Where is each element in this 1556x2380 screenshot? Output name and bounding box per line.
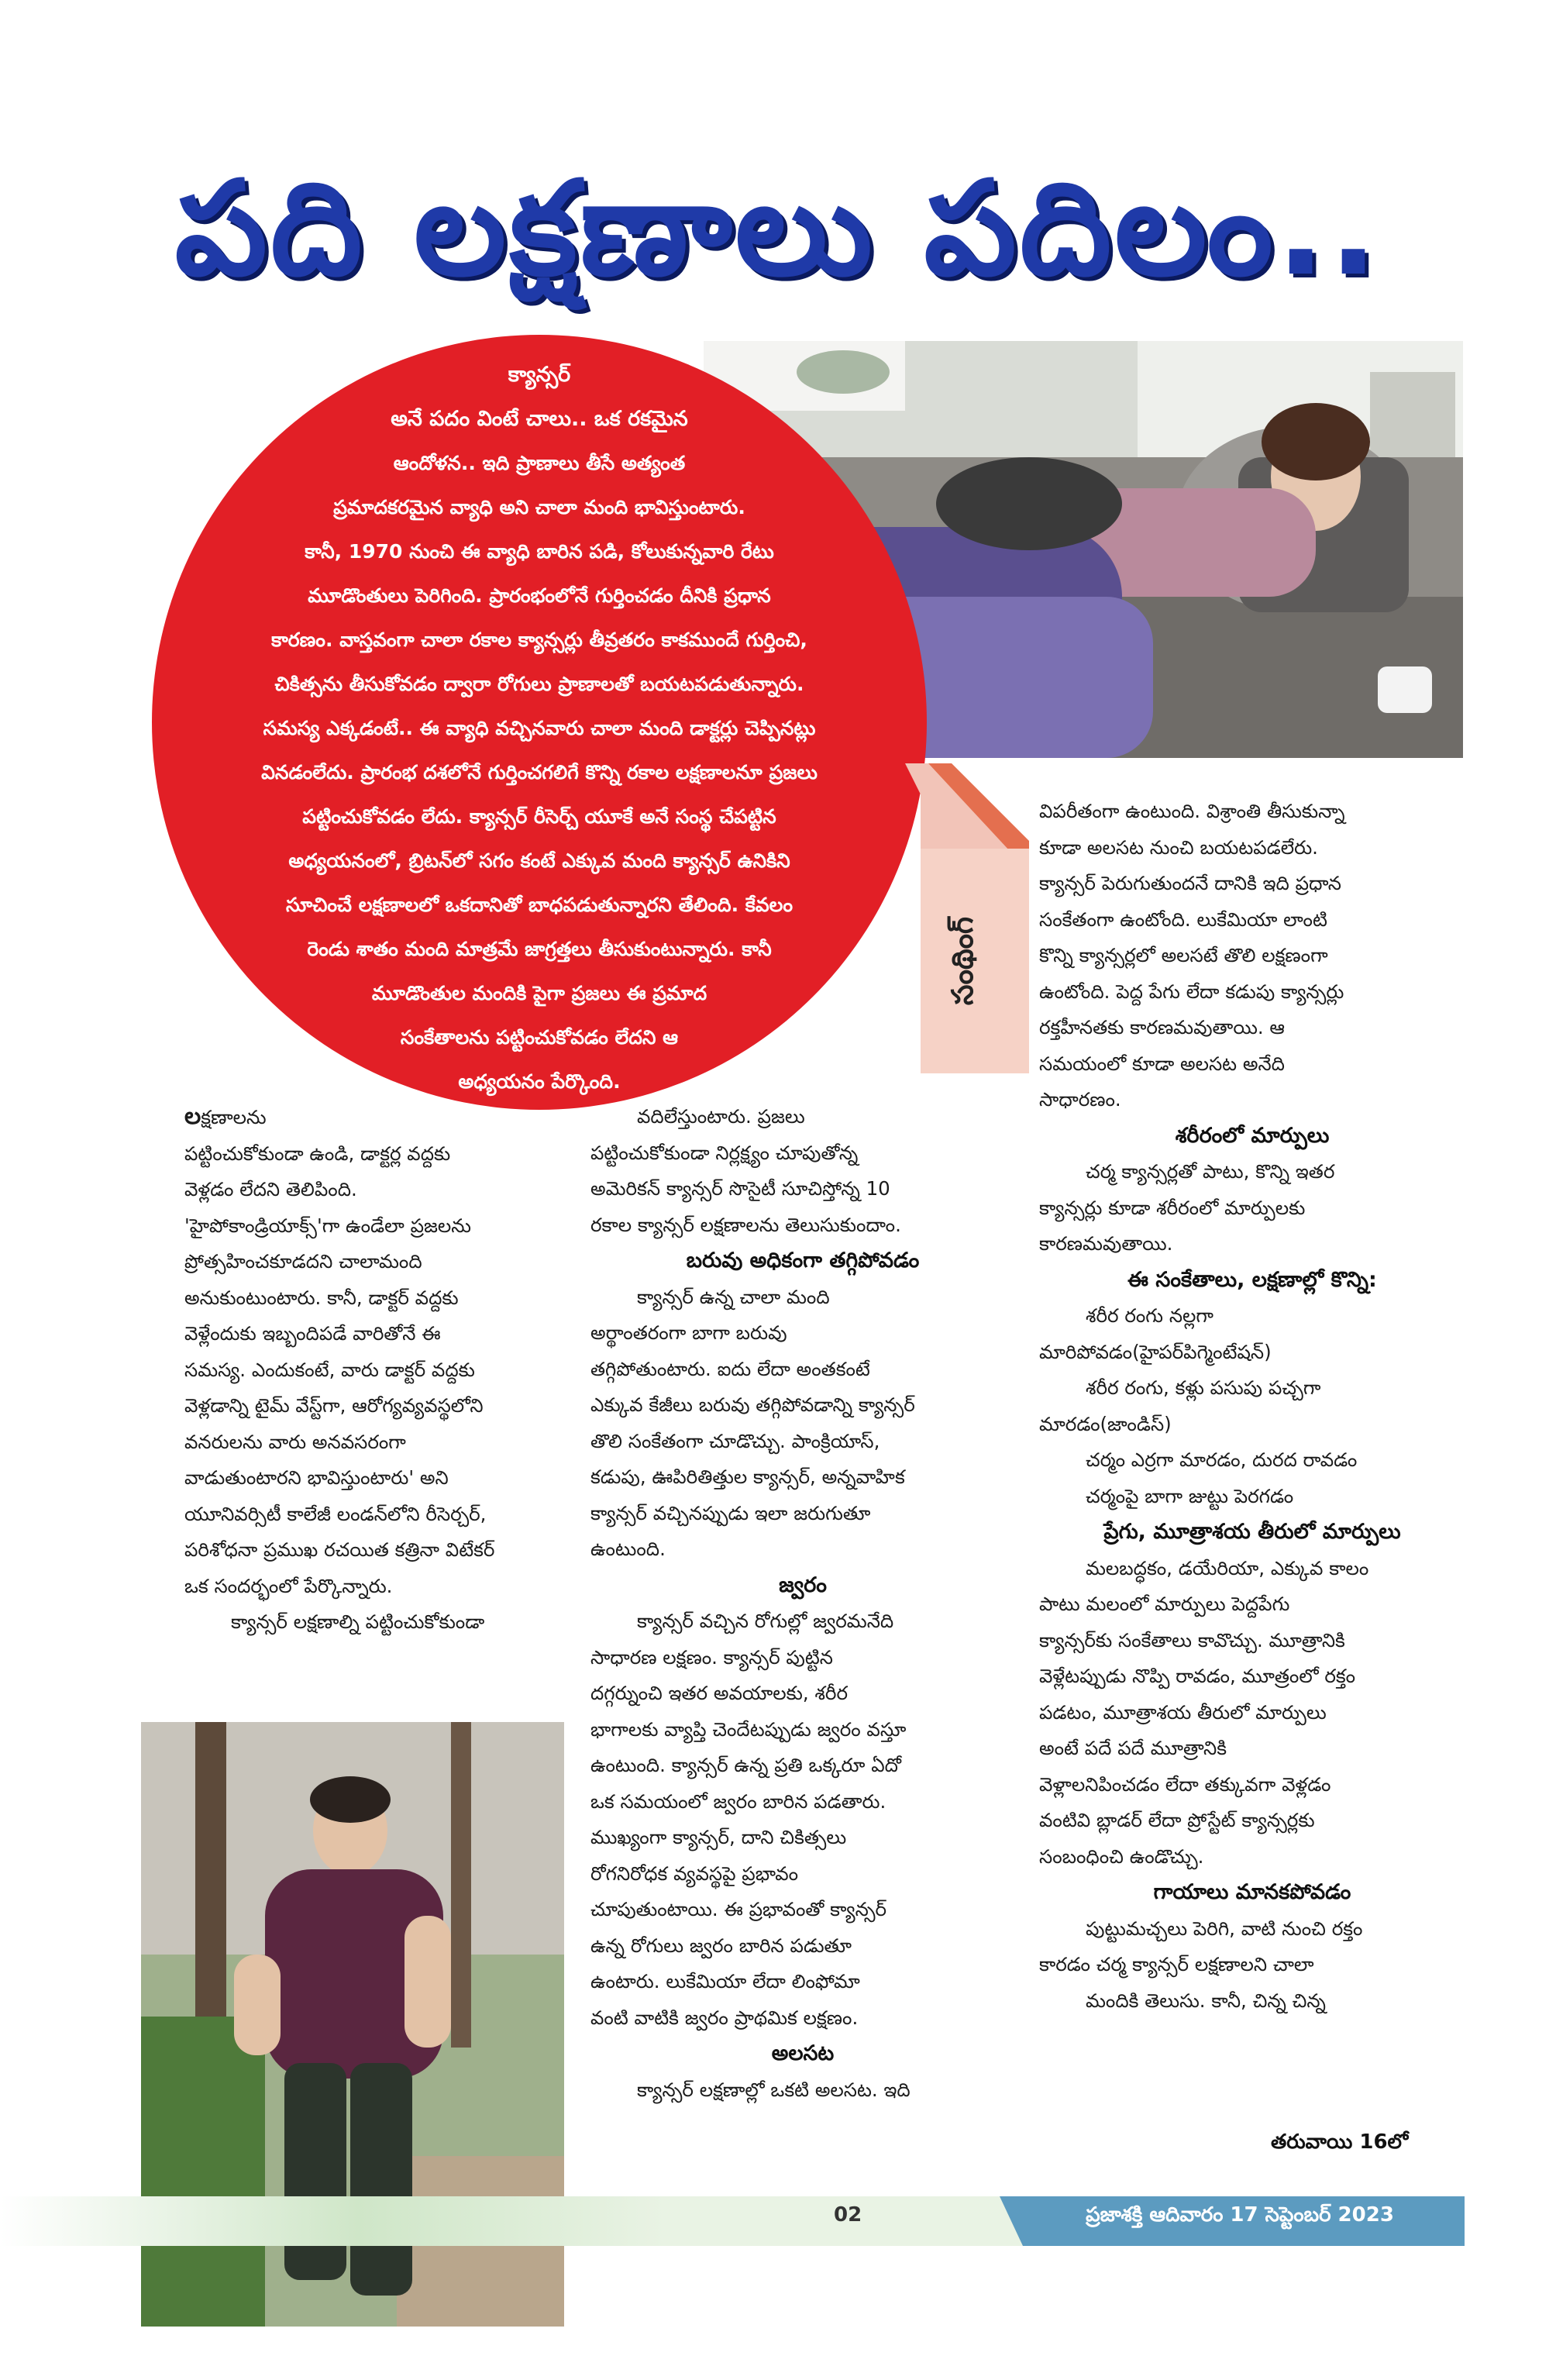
text-line: శరీర రంగు, కళ్లు పసుపు పచ్చగా: [1086, 1376, 1321, 1399]
text-line: వెళ్లాలనిపించడం లేదా తక్కువగా వెళ్లడం: [1039, 1772, 1331, 1796]
text-line: ఉన్న రోగులు జ్వరం బారిన పడుతూ: [590, 1934, 852, 1957]
intro-line: అనే పదం వింటే చాలు.. ఒక రకమైన: [391, 407, 688, 431]
section-label: సంథింగ్: [945, 916, 979, 1006]
text-line: పట్టించుకోకుండా నిర్లక్ష్యం చూపుతోన్న: [590, 1141, 859, 1164]
text-line: కడుపు, ఊపిరితిత్తుల క్యాన్సర్, అన్నవాహిక: [590, 1466, 905, 1488]
text-line: మందికి తెలుసు. కానీ, చిన్న చిన్న: [1086, 1989, 1326, 2012]
text-line: అనుకుంటుంటారు. కానీ, డాక్టర్ వద్దకు: [184, 1286, 459, 1309]
intro-line: సంకేతాలను పట్టించుకోవడం లేదని ఆ: [400, 1026, 679, 1049]
column-3: [1039, 794, 1465, 2019]
text-line: సంబంధించి ఉండొచ్చు.: [1039, 1844, 1204, 1868]
subheading-bowel-bladder: ప్రేగు, మూత్రాశయ తీరులో మార్పులు: [1103, 1520, 1401, 1544]
text-line: యూనివర్సిటీ కాలేజీ లండన్‌లోని రీసెర్చర్,: [184, 1502, 487, 1525]
text-line: రక్తహీనతకు కారణమవుతాయి. ఆ: [1039, 1016, 1285, 1038]
text-line: అమెరికన్ క్యాన్సర్ సొసైటీ సూచిస్తోన్న 10: [590, 1177, 890, 1200]
text-line: కొన్ని క్యాన్సర్లలో అలసటే తొలి లక్షణంగా: [1039, 944, 1328, 966]
text-line: ఉంటుంది. క్యాన్సర్ ఉన్న ప్రతి ఒక్కరూ ఏదో: [590, 1754, 901, 1776]
intro-line: ప్రమాదకరమైన వ్యాధి అని చాలా మంది భావిస్తుంటారు.: [333, 496, 745, 518]
intro-line: వినడంలేదు. ప్రారంభ దశలోనే గుర్తించగలిగే కొన్ని రకాల లక్షణాలనూ ప్రజలు: [261, 761, 818, 784]
text-line: ఎక్కువ కేజీలు బరువు తగ్గిపోవడాన్ని క్యాన్సర్: [590, 1393, 915, 1416]
subheading-wounds: గాయాలు మానకపోవడం: [1153, 1880, 1351, 1904]
text-line: వెళ్లడాన్ని టైమ్ వేస్ట్‌గా, ఆరోగ్యవ్యవస్థలోని: [184, 1394, 484, 1417]
text-line: ప్రోత్సహించకూడదని చాలామంది: [184, 1250, 422, 1273]
text-line: ముఖ్యంగా క్యాన్సర్, దాని చికిత్సలు: [590, 1826, 847, 1848]
column-1: [184, 1099, 564, 1641]
text-line: క్యాన్సర్ వచ్చిన రోగుల్లో జ్వరమనేది: [637, 1610, 894, 1632]
subheading-fatigue: అలసట: [771, 2041, 835, 2065]
text-line: లక్షణాలను: [184, 1103, 267, 1130]
text-line: సమయంలో కూడా అలసట అనేది: [1039, 1052, 1285, 1075]
text-line: మారిపోవడం(హైపర్‌పిగ్మెంటేషన్): [1039, 1340, 1272, 1363]
text-line: క్యాన్సర్ లక్షణాల్లో ఒకటి అలసట. ఇది: [637, 2078, 911, 2101]
text-line: క్యాన్సర్‌కు సంకేతాలు కావొచ్చు. మూత్రానికి: [1039, 1628, 1345, 1652]
intro-line: క్యాన్సర్: [508, 363, 571, 387]
text-line: పుట్టుమచ్చలు పెరిగి, వాటి నుంచి రక్తం: [1086, 1917, 1363, 1940]
subheading-weight-loss: బరువు అధికంగా తగ్గిపోవడం: [686, 1249, 920, 1273]
text-line: రకాల క్యాన్సర్ లక్షణాలను తెలుసుకుందాం.: [590, 1213, 901, 1236]
intro-line: అధ్యయనంలో, బ్రిటన్‌లో సగం కంటే ఎక్కువ మంది క్యాన్సర్ ఉనికిని: [288, 849, 790, 872]
text-line: రోగనిరోధక వ్యవస్థపై ప్రభావం: [590, 1862, 799, 1885]
text-line: వంటి వాటికి జ్వరం ప్రాథమిక లక్షణం.: [590, 2006, 859, 2029]
subheading-fever: జ్వరం: [779, 1572, 827, 1597]
headline: పది లక్షణాలు పదిలం..: [174, 153, 1382, 305]
text-line: పట్టించుకోకుండా ఉండి, డాక్టర్ల వద్దకు: [184, 1142, 451, 1165]
text-line: వెళ్లడం లేదని తెలిపింది.: [184, 1178, 357, 1200]
page-number: 02: [834, 2203, 862, 2227]
text-line: వనరులను వారు అనవసరంగా: [184, 1430, 406, 1453]
intro-line: పట్టించుకోవడం లేదు. క్యాన్సర్ రీసెర్చ్ యూకే అనే సంస్థ చేపట్టిన: [302, 805, 776, 828]
text-line: కూడా అలసట నుంచి బయటపడలేరు.: [1039, 835, 1318, 859]
intro-line: అధ్యయనం పేర్కొంది.: [458, 1070, 621, 1093]
text-line: కారణమవుతాయి.: [1039, 1232, 1173, 1255]
text-line: క్యాన్సర్లు కూడా శరీరంలో మార్పులకు: [1039, 1196, 1306, 1219]
text-line: ఒక సమయంలో జ్వరం బారిన పడతారు.: [590, 1789, 886, 1813]
text-line: చర్మంపై బాగా జుట్టు పెరగడం: [1086, 1484, 1294, 1507]
intro-line: కారణం. వాస్తవంగా చాలా రకాల క్యాన్సర్లు తీవ్రతరం కాకముందే గుర్తించి,: [271, 629, 807, 651]
text-line: తగ్గిపోతుంటారు. ఐదు లేదా అంతకంటే: [590, 1357, 870, 1380]
text-line: చర్మ క్యాన్సర్లతో పాటు, కొన్ని ఇతర: [1086, 1160, 1335, 1183]
text-line: వదిలేస్తుంటారు. ప్రజలు: [637, 1105, 805, 1128]
text-line: తొలి సంకేతంగా చూడొచ్చు. పాంక్రియాస్,: [590, 1429, 880, 1452]
text-line: వంటివి బ్లాడర్ లేదా ప్రోస్టేట్ క్యాన్సర్లకు: [1039, 1809, 1315, 1831]
text-line: క్యాన్సర్ ఉన్న చాలా మంది: [637, 1285, 830, 1308]
text-line: 'హైపోకాండ్రియాక్స్'గా ఉండేలా ప్రజలను: [184, 1214, 471, 1237]
text-line: సాధారణ లక్షణం. క్యాన్సర్ పుట్టిన: [590, 1645, 833, 1669]
text-line: శరీర రంగు నల్లగా: [1086, 1304, 1213, 1327]
text-line: క్యాన్సర్ లక్షణాల్ని పట్టించుకోకుండా: [231, 1610, 485, 1633]
text-line: వెళ్లేందుకు ఇబ్బందిపడే వారితోనే ఈ: [184, 1322, 441, 1345]
intro-line: కానీ, 1970 నుంచి ఈ వ్యాధి బారిన పడి, కోలుకున్నవారి రేటు: [305, 540, 774, 563]
text-line: దగ్గర్నుంచి ఇతర అవయాలకు, శరీర: [590, 1682, 848, 1704]
text-line: పరిశోధనా ప్రముఖ రచయిత కత్రినా విటేకర్: [184, 1538, 495, 1561]
text-line: వెళ్లేటప్పుడు నొప్పి రావడం, మూత్రంలో రక్తం: [1039, 1665, 1356, 1687]
text-line: పడటం, మూత్రాశయ తీరులో మార్పులు: [1039, 1700, 1327, 1724]
text-line: చర్మం ఎర్రగా మారడం, దురద రావడం: [1086, 1448, 1358, 1471]
intro-line: మూడొంతుల మందికి పైగా ప్రజలు ఈ ప్రమాద: [371, 982, 707, 1004]
subheading-body-changes: శరీరంలో మార్పులు: [1175, 1123, 1330, 1148]
intro-line: మూడొంతులు పెరిగింది. ప్రారంభంలోనే గుర్తించడం దీనికి ప్రధాన: [308, 584, 771, 607]
text-line: ఉంటుంది.: [590, 1538, 666, 1560]
text-line: విపరీతంగా ఉంటుంది. విశ్రాంతి తీసుకున్నా: [1039, 800, 1345, 822]
column-2: [590, 1099, 1015, 2108]
text-line: సమస్య. ఎందుకంటే, వారు డాక్టర్ వద్దకు: [184, 1358, 475, 1381]
text-line: కారడం చర్మ క్యాన్సర్ లక్షణాలని చాలా: [1039, 1953, 1314, 1975]
intro-line: చికిత్సను తీసుకోవడం ద్వారా రోగులు ప్రాణాలతో బయటపడుతున్నారు.: [274, 673, 804, 695]
continued-note: తరువాయి 16లో: [1271, 2130, 1409, 2154]
publication-line: ప్రజాశక్తి ఆదివారం 17 సెప్టెంబర్ 2023: [1086, 2203, 1394, 2227]
text-line: చూపుతుంటాయి. ఈ ప్రభావంతో క్యాన్సర్: [590, 1898, 887, 1920]
text-line: అంటే పదే పదే మూత్రానికి: [1039, 1737, 1227, 1759]
text-line: ఉంటారు. లుకేమియా లేదా లింఫోమా: [590, 1970, 860, 1993]
text-line: భాగాలకు వ్యాప్తి చెందేటప్పుడు జ్వరం వస్తూ: [590, 1717, 907, 1741]
text-line: ఉంటోంది. పెద్ద పేగు లేదా కడుపు క్యాన్సర్లు: [1039, 980, 1344, 1003]
text-line: క్యాన్సర్ వచ్చినప్పుడు ఇలా జరుగుతూ: [590, 1501, 871, 1524]
intro-line: సమస్య ఎక్కడంటే.. ఈ వ్యాధి వచ్చినవారు చాలా మంది డాక్టర్లు చెప్పినట్లు: [263, 717, 816, 739]
text-line: వాడుతుంటారని భావిస్తుంటారు' అని: [184, 1466, 449, 1489]
subheading-signs: ఈ సంకేతాలు, లక్షణాల్లో కొన్ని:: [1127, 1267, 1377, 1292]
text-line: సాధారణం.: [1039, 1088, 1121, 1111]
intro-line: సూచించే లక్షణాలలో ఒకదానితో బాధపడుతున్నారని తేలింది. కేవలం: [285, 894, 793, 916]
text-line: క్యాన్సర్ పెరుగుతుందనే దానికి ఇది ప్రధాన: [1039, 872, 1341, 894]
text-line: సంకేతంగా ఉంటోంది. లుకేమియా లాంటి: [1039, 908, 1327, 931]
text-line: మారడం(జాండిస్): [1039, 1412, 1172, 1435]
intro-text: [191, 353, 888, 1104]
text-line: మలబద్ధకం, డయేరియా, ఎక్కువ కాలం: [1086, 1556, 1369, 1579]
text-line: పాటు మలంలో మార్పులు పెద్దపేగు: [1039, 1593, 1290, 1615]
intro-line: రెండు శాతం మంది మాత్రమే జాగ్రత్తలు తీసుకుంటున్నారు. కానీ: [307, 938, 772, 960]
text-line: అర్థాంతరంగా బాగా బరువు: [590, 1321, 787, 1344]
text-line: ఒక సందర్భంలో పేర్కొన్నారు.: [184, 1574, 393, 1597]
intro-line: ఆందోళన.. ఇది ప్రాణాలు తీసే అత్యంత: [393, 452, 686, 474]
